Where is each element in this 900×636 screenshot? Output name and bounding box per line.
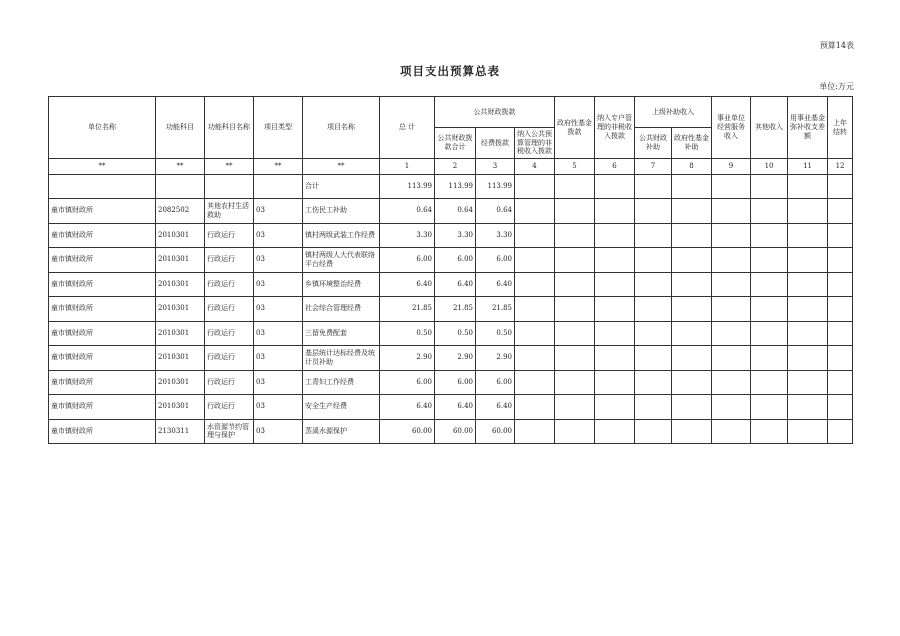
proj-name-cell: 基层统计达标经费及统计员补助	[303, 346, 380, 371]
index-row	[49, 159, 853, 175]
table-row	[49, 199, 853, 224]
empty-cell	[712, 395, 751, 420]
header-carry: 上年结转	[828, 97, 853, 159]
pf-budget-cell: 60.00	[476, 419, 515, 444]
empty-cell	[515, 370, 555, 395]
empty-cell	[712, 297, 751, 322]
empty-cell	[751, 223, 788, 248]
proj-type-cell: 03	[254, 395, 303, 420]
total-cell: 0.50	[380, 321, 435, 346]
total-cell: 21.85	[380, 297, 435, 322]
func-name-cell: 水资源节约管理与保护	[205, 419, 254, 444]
empty-cell	[712, 248, 751, 273]
empty-cell	[635, 223, 672, 248]
total-amount: 113.99	[380, 175, 435, 199]
empty-cell	[595, 419, 635, 444]
empty-cell	[751, 297, 788, 322]
proj-name-cell: 镇村两级武装工作经费	[303, 223, 380, 248]
index-cell: **	[303, 159, 380, 175]
pf-total-cell: 21.85	[435, 297, 476, 322]
empty-cell	[751, 248, 788, 273]
header-reserve: 用事业基金弥补收支差额	[788, 97, 828, 159]
proj-name-cell: 三留免费配套	[303, 321, 380, 346]
pf-budget-cell: 6.00	[476, 370, 515, 395]
header-upper-subsidy: 上级补助收入	[635, 97, 712, 128]
pf-total-cell: 6.00	[435, 248, 476, 273]
total-cell: 6.40	[380, 395, 435, 420]
header-other-income: 其他收入	[751, 97, 788, 159]
index-cell: 10	[751, 159, 788, 175]
proj-type-cell: 03	[254, 272, 303, 297]
total-cell: 2.90	[380, 346, 435, 371]
pf-total-cell: 3.30	[435, 223, 476, 248]
func-name-cell: 行政运行	[205, 346, 254, 371]
empty-cell	[712, 370, 751, 395]
header-public-fiscal: 公共财政拨款	[435, 97, 555, 128]
empty-cell	[672, 223, 712, 248]
proj-type-cell: 03	[254, 419, 303, 444]
pf-total-cell: 6.40	[435, 395, 476, 420]
unit-label: 单位:万元	[819, 82, 854, 91]
empty-cell	[515, 321, 555, 346]
index-cell: 2	[435, 159, 476, 175]
empty-cell	[788, 346, 828, 371]
empty-cell	[828, 321, 853, 346]
empty-cell	[672, 395, 712, 420]
index-cell: 6	[595, 159, 635, 175]
empty-cell	[555, 419, 595, 444]
index-cell: 8	[672, 159, 712, 175]
table-row	[49, 248, 853, 273]
empty-cell	[515, 395, 555, 420]
table-row	[49, 321, 853, 346]
total-cell: 6.00	[380, 248, 435, 273]
empty-cell	[751, 346, 788, 371]
pf-budget-cell: 0.50	[476, 321, 515, 346]
index-cell: **	[254, 159, 303, 175]
empty-cell	[751, 370, 788, 395]
proj-type-cell: 03	[254, 199, 303, 224]
func-code-cell: 2010301	[156, 248, 205, 273]
func-code-cell: 2010301	[156, 297, 205, 322]
proj-type-cell: 03	[254, 248, 303, 273]
proj-name-cell: 工伤民工补助	[303, 199, 380, 224]
empty-cell	[788, 395, 828, 420]
table-row	[49, 272, 853, 297]
empty-cell	[712, 199, 751, 224]
func-name-cell: 行政运行	[205, 272, 254, 297]
empty-cell	[635, 370, 672, 395]
func-name-cell: 其他农村生活救助	[205, 199, 254, 224]
index-cell: 5	[555, 159, 595, 175]
unit-name-cell: 童市镇财政所	[49, 419, 156, 444]
empty-cell	[635, 395, 672, 420]
pf-budget-cell: 0.64	[476, 199, 515, 224]
empty-cell	[712, 419, 751, 444]
empty-cell	[555, 297, 595, 322]
total-cell: 0.64	[380, 199, 435, 224]
empty-cell	[515, 297, 555, 322]
empty-cell	[595, 272, 635, 297]
index-cell: 7	[635, 159, 672, 175]
table-row	[49, 419, 853, 444]
pf-total-cell: 6.00	[435, 370, 476, 395]
empty-cell	[828, 395, 853, 420]
empty-cell	[555, 321, 595, 346]
empty-cell	[672, 199, 712, 224]
index-cell: **	[205, 159, 254, 175]
proj-name-cell: 镇村两级人大代表联络平台经费	[303, 248, 380, 273]
pf-budget-cell: 21.85	[476, 297, 515, 322]
empty-cell	[595, 346, 635, 371]
empty-cell	[595, 395, 635, 420]
pf-total-cell: 60.00	[435, 419, 476, 444]
total-cell: 6.00	[380, 370, 435, 395]
empty-cell	[828, 370, 853, 395]
pf-budget-cell: 6.00	[476, 248, 515, 273]
empty-cell	[672, 419, 712, 444]
total-cell: 6.40	[380, 272, 435, 297]
empty-cell	[595, 248, 635, 273]
proj-name-cell: 安全生产经费	[303, 395, 380, 420]
pf-total-cell: 0.64	[435, 199, 476, 224]
empty-cell	[712, 223, 751, 248]
func-code-cell: 2010301	[156, 395, 205, 420]
empty-cell	[828, 419, 853, 444]
pf-total-cell: 2.90	[435, 346, 476, 371]
empty-cell	[635, 419, 672, 444]
empty-cell	[788, 321, 828, 346]
proj-name-cell: 工青妇工作经费	[303, 370, 380, 395]
header-proj-type: 项目类型	[254, 97, 303, 159]
unit-name-cell: 童市镇财政所	[49, 395, 156, 420]
header-proj-name: 项目名称	[303, 97, 380, 159]
empty-cell	[828, 272, 853, 297]
func-name-cell: 行政运行	[205, 321, 254, 346]
unit-name-cell: 童市镇财政所	[49, 223, 156, 248]
empty-cell	[635, 199, 672, 224]
unit-name-cell: 童市镇财政所	[49, 346, 156, 371]
unit-name-cell: 童市镇财政所	[49, 248, 156, 273]
form-number: 预算14表	[819, 41, 854, 50]
empty-cell	[515, 223, 555, 248]
header-unit-name: 单位名称	[49, 97, 156, 159]
unit-name-cell: 童市镇财政所	[49, 297, 156, 322]
proj-name-cell: 乡镇环境整治经费	[303, 272, 380, 297]
func-code-cell: 2010301	[156, 272, 205, 297]
header-up-gov: 政府性基金补助	[672, 128, 712, 159]
empty-cell	[555, 199, 595, 224]
empty-cell	[555, 248, 595, 273]
empty-cell	[672, 248, 712, 273]
proj-type-cell: 03	[254, 297, 303, 322]
index-cell: 9	[712, 159, 751, 175]
empty-cell	[788, 223, 828, 248]
header-pf-budget: 经费拨款	[476, 128, 515, 159]
empty-cell	[828, 297, 853, 322]
index-cell: 11	[788, 159, 828, 175]
header-func-name: 功能科目名称	[205, 97, 254, 159]
empty-cell	[712, 272, 751, 297]
func-code-cell: 2082502	[156, 199, 205, 224]
empty-cell	[635, 297, 672, 322]
unit-name-cell: 童市镇财政所	[49, 321, 156, 346]
unit-name-cell: 童市镇财政所	[49, 199, 156, 224]
func-name-cell: 行政运行	[205, 370, 254, 395]
budget-table	[48, 96, 853, 444]
empty-cell	[635, 321, 672, 346]
total-pf-budget: 113.99	[476, 175, 515, 199]
func-code-cell: 2010301	[156, 370, 205, 395]
pf-budget-cell: 3.30	[476, 223, 515, 248]
total-cell: 60.00	[380, 419, 435, 444]
pf-total-cell: 6.40	[435, 272, 476, 297]
pf-total-cell: 0.50	[435, 321, 476, 346]
empty-cell	[828, 248, 853, 273]
pf-budget-cell: 6.40	[476, 395, 515, 420]
func-code-cell: 2130311	[156, 419, 205, 444]
proj-name-cell: 蒸溪水源保护	[303, 419, 380, 444]
empty-cell	[555, 370, 595, 395]
empty-cell	[751, 321, 788, 346]
empty-cell	[515, 272, 555, 297]
empty-cell	[672, 272, 712, 297]
empty-cell	[515, 346, 555, 371]
empty-cell	[788, 297, 828, 322]
proj-type-cell: 03	[254, 346, 303, 371]
proj-type-cell: 03	[254, 321, 303, 346]
func-code-cell: 2010301	[156, 223, 205, 248]
func-code-cell: 2010301	[156, 321, 205, 346]
empty-cell	[788, 370, 828, 395]
table-row	[49, 370, 853, 395]
empty-cell	[828, 346, 853, 371]
empty-cell	[515, 248, 555, 273]
empty-cell	[788, 419, 828, 444]
header-pf-total: 公共财政拨款合计	[435, 128, 476, 159]
header-total: 总 计	[380, 97, 435, 159]
func-name-cell: 行政运行	[205, 223, 254, 248]
empty-cell	[595, 321, 635, 346]
empty-cell	[555, 223, 595, 248]
empty-cell	[595, 199, 635, 224]
empty-cell	[672, 321, 712, 346]
index-cell: **	[156, 159, 205, 175]
table-row	[49, 395, 853, 420]
empty-cell	[828, 199, 853, 224]
header-special-nontax: 纳入专户管理的非税收入拨款	[595, 97, 635, 159]
proj-type-cell: 03	[254, 370, 303, 395]
proj-type-cell: 03	[254, 223, 303, 248]
empty-cell	[751, 199, 788, 224]
func-name-cell: 行政运行	[205, 395, 254, 420]
empty-cell	[555, 346, 595, 371]
empty-cell	[635, 248, 672, 273]
empty-cell	[788, 248, 828, 273]
header-gov-fund: 政府性基金拨款	[555, 97, 595, 159]
table-row	[49, 297, 853, 322]
empty-cell	[672, 370, 712, 395]
proj-name-cell: 社会综合管理经费	[303, 297, 380, 322]
empty-cell	[788, 272, 828, 297]
table-row	[49, 223, 853, 248]
unit-name-cell: 童市镇财政所	[49, 272, 156, 297]
empty-cell	[672, 346, 712, 371]
total-row	[49, 175, 853, 199]
empty-cell	[828, 223, 853, 248]
index-cell: 1	[380, 159, 435, 175]
index-cell: **	[49, 159, 156, 175]
empty-cell	[555, 272, 595, 297]
empty-cell	[515, 419, 555, 444]
total-label: 合计	[303, 175, 380, 199]
empty-cell	[751, 272, 788, 297]
index-cell: 4	[515, 159, 555, 175]
empty-cell	[555, 395, 595, 420]
empty-cell	[751, 395, 788, 420]
empty-cell	[635, 272, 672, 297]
total-pf-total: 113.99	[435, 175, 476, 199]
header-func-code: 功能科目	[156, 97, 205, 159]
index-cell: 12	[828, 159, 853, 175]
empty-cell	[515, 199, 555, 224]
func-name-cell: 行政运行	[205, 297, 254, 322]
func-name-cell: 行政运行	[205, 248, 254, 273]
empty-cell	[712, 321, 751, 346]
table-row	[49, 346, 853, 371]
total-cell: 3.30	[380, 223, 435, 248]
empty-cell	[595, 370, 635, 395]
func-code-cell: 2010301	[156, 346, 205, 371]
empty-cell	[712, 346, 751, 371]
empty-cell	[672, 297, 712, 322]
index-cell: 3	[476, 159, 515, 175]
pf-budget-cell: 2.90	[476, 346, 515, 371]
header-business-income: 事业单位经营服务收入	[712, 97, 751, 159]
unit-name-cell: 童市镇财政所	[49, 370, 156, 395]
empty-cell	[788, 199, 828, 224]
pf-budget-cell: 6.40	[476, 272, 515, 297]
empty-cell	[595, 297, 635, 322]
empty-cell	[751, 419, 788, 444]
empty-cell	[595, 223, 635, 248]
header-up-public: 公共财政补助	[635, 128, 672, 159]
empty-cell	[635, 346, 672, 371]
page-title: 项目支出预算总表	[400, 64, 500, 78]
header-pf-nontax: 纳入公共预算管理的非税收入拨款	[515, 128, 555, 159]
